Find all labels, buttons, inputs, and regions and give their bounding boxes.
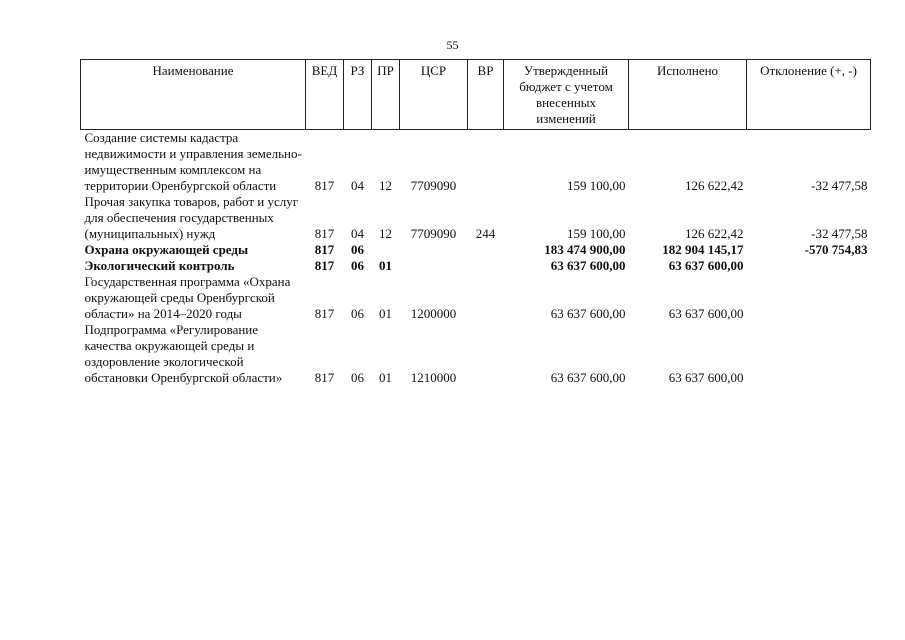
row-budget: 159 100,00 (567, 178, 626, 193)
row-vr (468, 322, 504, 386)
header-rz: РЗ (344, 60, 372, 130)
row-ved: 817 (314, 258, 335, 273)
row-name: Создание системы кадастра недвижимости и управления земельно-имущественным комплексом на территории Оренбургской области (84, 130, 302, 193)
row-csr: 1210000 (410, 370, 457, 385)
row-ved: 817 (314, 242, 335, 257)
row-vr (468, 258, 504, 274)
table-header-row (81, 60, 871, 130)
row-csr (400, 258, 468, 274)
row-rz: 06 (351, 306, 364, 321)
row-ved: 817 (314, 226, 335, 241)
row-budget: 63 637 600,00 (550, 370, 626, 385)
table-row (81, 274, 871, 322)
row-executed: 63 637 600,00 (668, 306, 744, 321)
row-pr: 01 (379, 258, 392, 273)
row-deviation: -32 477,58 (811, 226, 868, 241)
budget-table (80, 59, 871, 386)
row-rz: 06 (351, 242, 364, 257)
row-executed: 126 622,42 (685, 178, 744, 193)
row-pr: 01 (379, 306, 392, 321)
row-executed: 63 637 600,00 (668, 258, 744, 273)
header-executed: Исполнено (629, 60, 747, 130)
row-name: Охрана окружающей среды (84, 242, 249, 257)
row-budget: 63 637 600,00 (550, 306, 626, 321)
row-executed: 126 622,42 (685, 226, 744, 241)
row-pr: 12 (379, 226, 392, 241)
header-ved: ВЕД (306, 60, 344, 130)
row-vr (468, 130, 504, 195)
budget-table-container (80, 59, 870, 386)
row-rz: 04 (351, 178, 364, 193)
row-name: Подпрограмма «Регулирование качества окружающей среды и оздоровление экологической обстановки Оренбургской области» (84, 322, 283, 385)
row-vr (468, 274, 504, 322)
row-budget: 159 100,00 (567, 226, 626, 241)
row-deviation (747, 274, 871, 322)
row-csr: 1200000 (410, 306, 457, 321)
row-executed: 182 904 145,17 (662, 242, 744, 257)
header-deviation: Отклонение (+, -) (747, 60, 871, 130)
header-name: Наименование (81, 60, 306, 130)
row-csr: 7709090 (410, 178, 457, 193)
row-name: Экологический контроль (84, 258, 235, 273)
row-pr (372, 242, 400, 258)
row-name: Прочая закупка товаров, работ и услуг для обеспечения государственных (муниципальных) нужд (84, 194, 299, 241)
row-ved: 817 (314, 178, 335, 193)
row-ved: 817 (314, 370, 335, 385)
row-deviation (747, 258, 871, 274)
row-deviation (747, 322, 871, 386)
row-executed: 63 637 600,00 (668, 370, 744, 385)
row-rz: 04 (351, 226, 364, 241)
table-row (81, 322, 871, 386)
table-row (81, 130, 871, 195)
row-pr: 12 (379, 178, 392, 193)
row-deviation: -32 477,58 (811, 178, 868, 193)
header-budget: Утвержденный бюджет с учетом внесенных изменений (504, 60, 629, 130)
row-pr: 01 (379, 370, 392, 385)
row-budget: 183 474 900,00 (544, 242, 626, 257)
row-vr: 244 (475, 226, 496, 241)
row-vr (468, 242, 504, 258)
header-csr: ЦСР (400, 60, 468, 130)
row-name: Государственная программа «Охрана окружающей среды Оренбургской области» на 2014–2020 годы (84, 274, 291, 321)
row-csr: 7709090 (410, 226, 457, 241)
table-row (81, 242, 871, 258)
page-number: 55 (446, 38, 459, 52)
row-deviation: -570 754,83 (804, 242, 868, 257)
table-row (81, 258, 871, 274)
row-rz: 06 (351, 370, 364, 385)
table-row (81, 194, 871, 242)
row-rz: 06 (351, 258, 364, 273)
row-ved: 817 (314, 306, 335, 321)
header-vr: ВР (468, 60, 504, 130)
header-pr: ПР (372, 60, 400, 130)
row-budget: 63 637 600,00 (550, 258, 626, 273)
row-csr (400, 242, 468, 258)
